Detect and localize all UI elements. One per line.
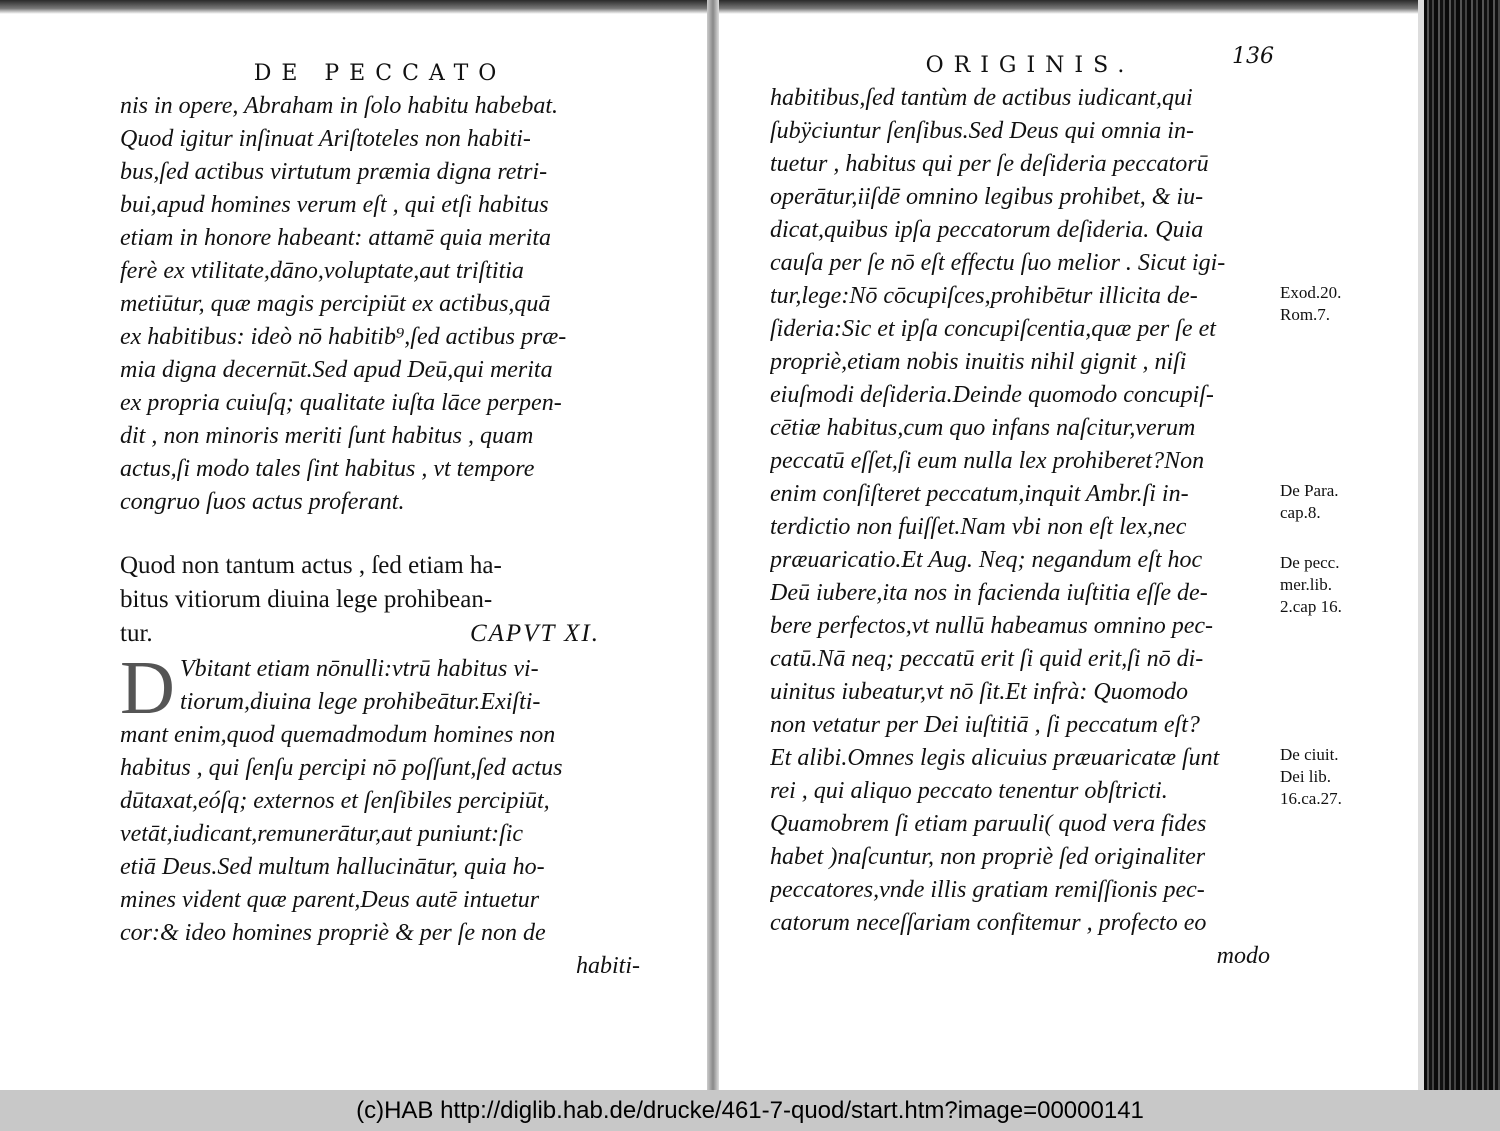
margin-note-line: De Para.	[1280, 481, 1339, 500]
right-body-text	[770, 82, 1290, 973]
heading-last-word: tur.	[120, 620, 153, 647]
text-line: habitus , qui ſenſu percipi nō poſſunt,ſed actus	[120, 755, 563, 781]
text-line: mia digna decernūt.Sed apud Deū,qui merita	[120, 357, 553, 383]
left-body-text	[120, 90, 640, 519]
drop-cap-block	[120, 646, 640, 730]
text-line: ex propria cuiuſq; qualitate iuſta lāce perpen-	[120, 390, 562, 416]
book-fore-edge	[1418, 0, 1500, 1090]
catchword: modo	[1216, 943, 1270, 969]
text-line: ferè ex vtilitate,dāno,voluptate,aut triſtitia	[120, 258, 524, 284]
text-line: etiā Deus.Sed multum hallucinātur, quia ho-	[120, 854, 545, 880]
text-line: catorum neceſſariam confitemur , profecto eo	[770, 910, 1207, 936]
text-line: cētiæ habitus,cum quo infans naſcitur,verum	[770, 415, 1196, 441]
text-line: habet )naſcuntur, non propriè ſed originaliter	[770, 844, 1206, 870]
margin-note	[1280, 480, 1360, 524]
page-number: 136	[1232, 44, 1274, 69]
book-spine-gutter	[707, 0, 719, 1090]
text-line: ſubÿciuntur ſenſibus.Sed Deus qui omnia in-	[770, 118, 1194, 144]
text-line: bus,ſed actibus virtutum præmia digna retri-	[120, 159, 548, 185]
catchword: habiti-	[576, 953, 640, 979]
text-line: Quamobrem ſi etiam paruuli( quod vera fides	[770, 811, 1207, 837]
text-line: dūtaxat,eóſq; externos et ſenſibiles percipiūt,	[120, 788, 550, 814]
copyright-footer: (c)HAB http://diglib.hab.de/drucke/461-7-quod/start.htm?image=00000141	[0, 1090, 1500, 1131]
text-line: Vbitant etiam nōnulli:vtrū habitus vi-	[180, 656, 539, 682]
margin-note	[1280, 744, 1360, 810]
drop-cap-letter: D	[120, 646, 175, 730]
text-line: peccatores,vnde illis gratiam remiſſionis pec-	[770, 877, 1205, 903]
text-line: habitibus,ſed tantùm de actibus iudicant,qui	[770, 85, 1193, 111]
text-line: enim conſiſteret peccatum,inquit Ambr.ſi in-	[770, 481, 1189, 507]
heading-line: Quod non tantum actus , ſed etiam ha-	[120, 552, 502, 579]
text-line: præuaricatio.Et Aug. Neq; negandum eſt hoc	[770, 547, 1203, 573]
text-line: etiam in honore habeant: attamē quia merita	[120, 225, 552, 251]
left-running-head: DE PECCATO	[253, 61, 507, 86]
text-line: vetāt,iudicant,remunerātur,aut puniunt:ſic	[120, 821, 524, 847]
book-top-edge	[0, 0, 1500, 14]
text-line: catū.Nā neq; peccatū erit ſi quid erit,ſi nō di-	[770, 646, 1204, 672]
text-line: actus,ſi modo tales ſint habitus , vt tempore	[120, 456, 535, 482]
text-line: metiūtur, quæ magis percipiūt ex actibus,quā	[120, 291, 551, 317]
text-line: non vetatur per Dei iuſtitiā , ſi peccatum eſt?	[770, 712, 1200, 738]
text-line: propriè,etiam nobis inuitis nihil gignit , niſi	[770, 349, 1187, 375]
margin-note-line: 16.ca.27.	[1280, 789, 1342, 808]
text-line: nis in opere, Abraham in ſolo habitu habebat.	[120, 93, 558, 119]
text-line: bui,apud homines verum eſt , qui etſi habitus	[120, 192, 549, 218]
chapter-heading	[120, 549, 640, 651]
margin-note-line: Dei lib.	[1280, 767, 1331, 786]
text-line: tiorum,diuina lege prohibeātur.Exiſti-	[180, 689, 541, 715]
right-running-head: ORIGINIS.	[925, 53, 1135, 78]
text-line: rei , qui aliquo peccato tenentur obſtricti.	[770, 778, 1168, 804]
margin-note-line: De pecc.	[1280, 553, 1340, 572]
text-line: dicat,quibus ipſa peccatorum deſideria. Quia	[770, 217, 1204, 243]
margin-note-line: cap.8.	[1280, 503, 1321, 522]
text-line: eiuſmodi deſideria.Deinde quomodo concupiſ-	[770, 382, 1214, 408]
text-line: bere perfectos,vt nullū habeamus omnino pec-	[770, 613, 1214, 639]
text-line: ex habitibus: ideò nō habitib⁹,ſed actibus præ-	[120, 324, 567, 350]
right-page	[770, 50, 1290, 973]
margin-note-line: Exod.20.	[1280, 283, 1342, 302]
text-line: peccatū eſſet,ſi eum nulla lex prohiberet?Non	[770, 448, 1205, 474]
text-line: cauſa per ſe nō eſt effectu ſuo melior . Sicut igi-	[770, 250, 1226, 276]
text-line: Et alibi.Omnes legis alicuius præuaricatæ ſunt	[770, 745, 1220, 771]
text-line: mines vident quæ parent,Deus autē intuetur	[120, 887, 540, 913]
chapter-label: CAPVT XI.	[469, 620, 600, 647]
chapter-body-text	[120, 646, 640, 983]
text-line: Deū iubere,ita nos in facienda iuſtitia eſſe de-	[770, 580, 1208, 606]
text-line: mant enim,quod quemadmodum homines non	[120, 722, 556, 748]
chapter-row	[120, 617, 600, 651]
text-line: tuetur , habitus qui per ſe deſideria peccatorū	[770, 151, 1209, 177]
left-page	[120, 58, 640, 983]
margin-note-line: 2.cap 16.	[1280, 597, 1342, 616]
text-line: congruo ſuos actus proferant.	[120, 489, 405, 515]
text-line: operātur,iiſdē omnino legibus prohibet, & iu-	[770, 184, 1204, 210]
text-line: dit , non minoris meriti ſunt habitus , quam	[120, 423, 534, 449]
text-line: ſideria:Sic et ipſa concupiſcentia,quæ per ſe et	[770, 316, 1216, 342]
margin-note-line: Rom.7.	[1280, 305, 1331, 324]
text-line: terdictio non fuiſſet.Nam vbi non eſt lex,nec	[770, 514, 1187, 540]
margin-note-line: De ciuit.	[1280, 745, 1339, 764]
margin-note	[1280, 552, 1360, 618]
margin-note	[1280, 282, 1360, 326]
text-line: cor:& ideo homines propriè & per ſe non de	[120, 920, 546, 946]
heading-line: bitus vitiorum diuina lege prohibean-	[120, 586, 493, 613]
text-line: uinitus iubeatur,vt nō ſit.Et infrà: Quomodo	[770, 679, 1188, 705]
text-line: Quod igitur inſinuat Ariſtoteles non habiti-	[120, 126, 531, 152]
text-line: tur,lege:Nō cōcupiſces,prohibētur illicita de-	[770, 283, 1198, 309]
margin-note-line: mer.lib.	[1280, 575, 1332, 594]
